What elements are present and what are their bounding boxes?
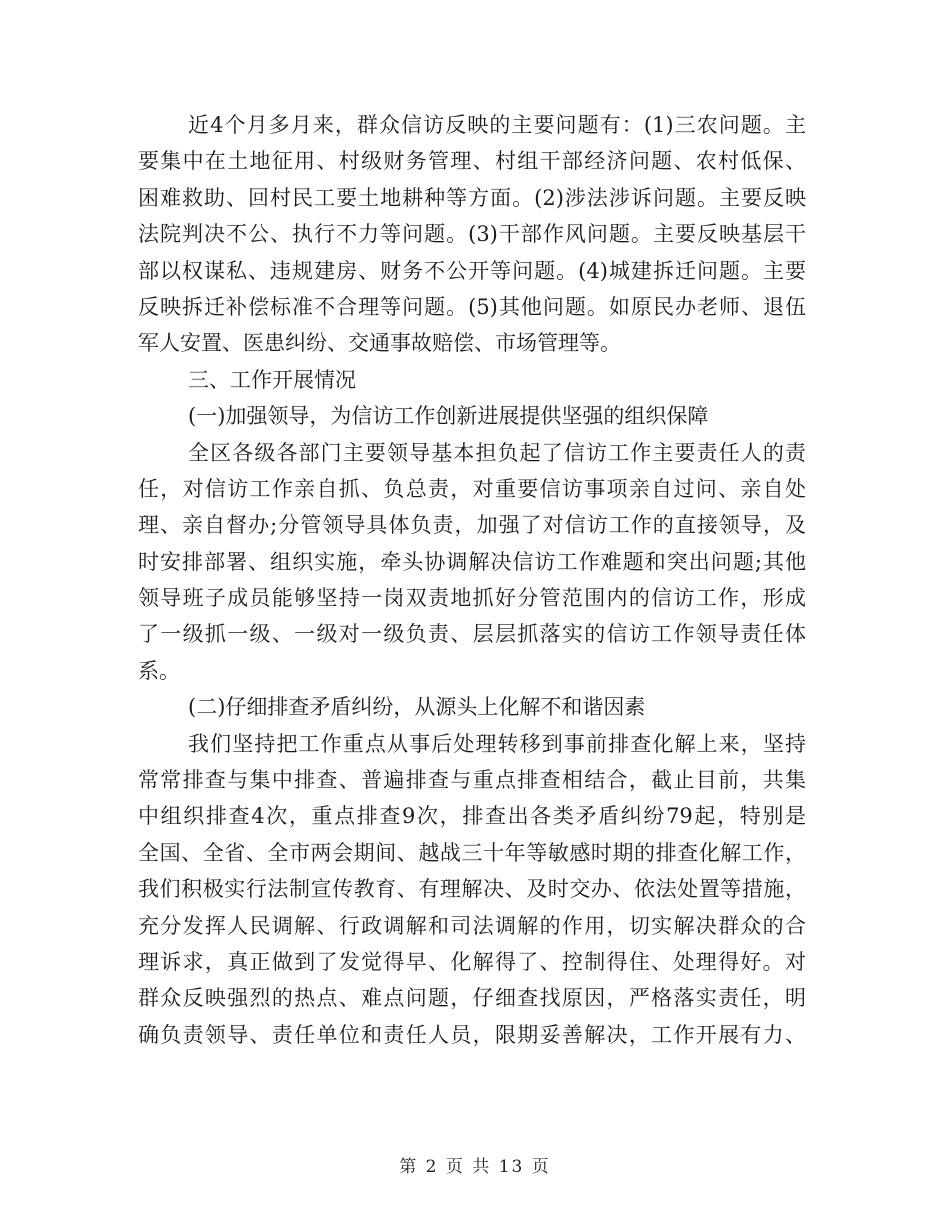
text-line: 常常排查与集中排查、普遍排查与重点排查相结合，截止目前，共集 <box>138 768 806 793</box>
text-line: 理诉求，真正做到了发觉得早、化解得了、控制得住、处理得好。对 <box>138 949 806 974</box>
section-heading: 三、工作开展情况 <box>188 367 356 392</box>
document-body <box>138 107 806 1053</box>
text-line: 近4个月多月来，群众信访反映的主要问题有：(1)三农问题。主 <box>188 113 806 137</box>
text-line: 反映拆迁补偿标准不合理等问题。(5)其他问题。如原民办老师、退伍 <box>138 294 806 319</box>
text-line: 法院判决不公、执行不力等问题。(3)干部作风问题。主要反映基层干 <box>138 222 806 247</box>
text-line: 部以权谋私、违规建房、财务不公开等问题。(4)城建拆迁问题。主要 <box>138 258 806 283</box>
text-line: 任，对信访工作亲自抓、负总责，对重要信访事项亲自过问、亲自处 <box>138 476 806 501</box>
text-line: 了一级抓一级、一级对一级负责、层层抓落实的信访工作领导责任体 <box>138 622 806 647</box>
text-line: 要集中在土地征用、村级财务管理、村组干部经济问题、农村低保、 <box>138 149 806 174</box>
text-line: 领导班子成员能够坚持一岗双责地抓好分管范围内的信访工作，形成 <box>138 586 806 611</box>
text-line: 全国、全省、全市两会期间、越战三十年等敏感时期的排查化解工作， <box>138 840 806 865</box>
text-line: 群众反映强烈的热点、难点问题，仔细查找原因，严格落实责任，明 <box>138 986 806 1011</box>
text-line: 理、亲自督办;分管领导具体负责，加强了对信访工作的直接领导，及 <box>138 513 806 538</box>
subsection-heading: (一)加强领导，为信访工作创新进展提供坚强的组织保障 <box>188 404 709 429</box>
text-line: 全区各级各部门主要领导基本担负起了信访工作主要责任人的责 <box>188 440 806 465</box>
text-line: 充分发挥人民调解、行政调解和司法调解的作用，切实解决群众的合 <box>138 913 806 938</box>
text-line: 军人安置、医患纠纷、交通事故赔偿、市场管理等。 <box>138 331 621 356</box>
subsection-heading: (二)仔细排查矛盾纠纷，从源头上化解不和谐因素 <box>188 695 646 720</box>
page-number: 第 2 页 共 13 页 <box>399 1157 551 1177</box>
text-line: 时安排部署、组织实施，牵头协调解决信访工作难题和突出问题;其他 <box>138 549 806 574</box>
text-line: 我们坚持把工作重点从事后处理转移到事前排查化解上来，坚持 <box>188 731 806 756</box>
text-line: 确负责领导、责任单位和责任人员，限期妥善解决，工作开展有力、 <box>138 1022 806 1047</box>
text-line: 中组织排查4次，重点排查9次，排查出各类矛盾纠纷79起，特别是 <box>138 804 806 829</box>
text-line: 我们积极实行法制宣传教育、有理解决、及时交办、依法处置等措施， <box>138 877 806 902</box>
text-line: 系。 <box>138 658 180 683</box>
text-line: 困难救助、回村民工要土地耕种等方面。(2)涉法涉诉问题。主要反映 <box>138 185 806 210</box>
